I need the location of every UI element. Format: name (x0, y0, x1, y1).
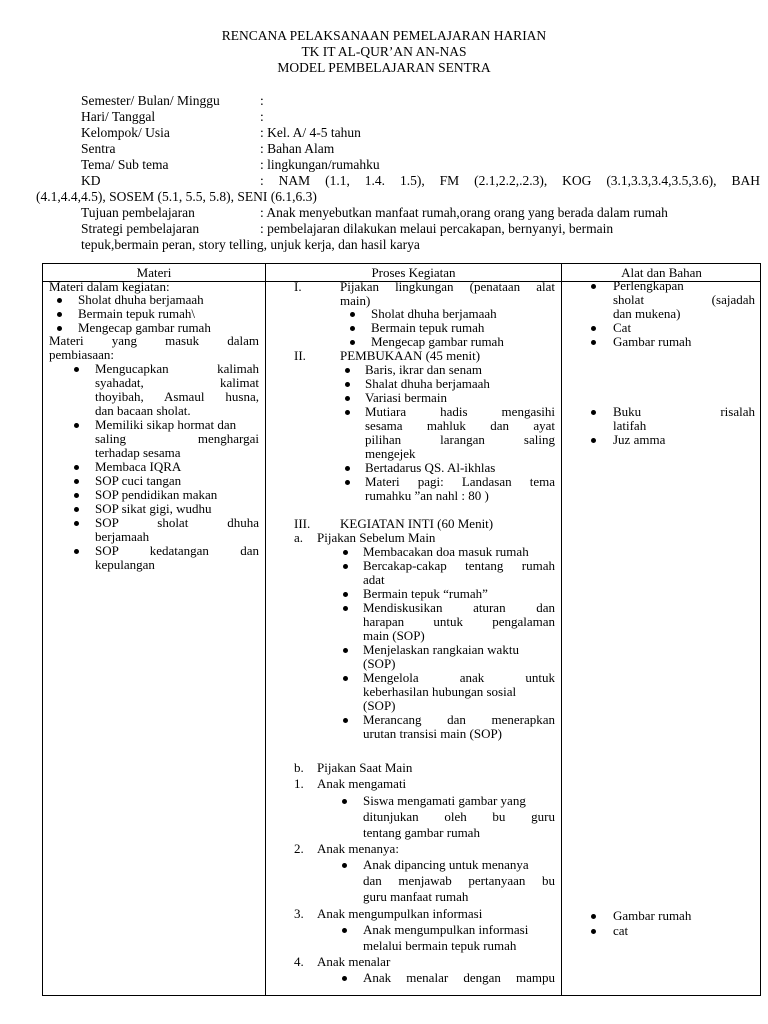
habit-line: SOP pendidikan makan (95, 487, 218, 502)
strategi-value-line2: tepuk,bermain peran, story telling, unjuk kerja, dan hasil karya (81, 237, 420, 252)
activity-item: Merancang dan menerapkan (363, 712, 555, 727)
strategi-value: : pembelajaran dilakukan melaui percakapan, bernyanyi, bermain (260, 221, 614, 236)
step-number: 2. (294, 841, 304, 856)
habit-line: SOP kedatangan dan (95, 543, 259, 558)
section-item: Baris, ikrar dan senam (365, 362, 482, 377)
bullet-icon (74, 465, 79, 470)
habit-line: SOP sikat gigi, wudhu (95, 501, 212, 516)
bullet-icon (350, 326, 355, 331)
activity-item: keberhasilan hubungan sosial (363, 684, 517, 699)
document-title-line1: RENCANA PELAKSANAAN PEMELAJARAN HARIAN (221, 28, 547, 43)
section-item: Mutiara hadis mengasihi (365, 404, 555, 419)
alat-item: Gambar rumah (613, 334, 692, 349)
section-number: II. (294, 348, 306, 363)
section-item: mengejek (365, 446, 416, 461)
alat-item: Buku risalah (613, 404, 755, 419)
alat-item: dan mukena) (613, 306, 681, 321)
materi-item: Sholat dhuha berjamaah (78, 292, 204, 307)
kelompok-label: Kelompok/ Usia (81, 125, 170, 140)
section-item: Mengecap gambar rumah (371, 334, 504, 349)
activity-item: harapan untuk pengalaman (363, 614, 555, 629)
section-item: Bertadarus QS. Al-ikhlas (365, 460, 496, 475)
tema-value: : lingkungan/rumahku (260, 157, 380, 172)
bullet-icon (345, 396, 350, 401)
lesson-table (42, 263, 761, 996)
step-line: ditunjukan oleh bu guru (363, 809, 555, 824)
bullet-icon (591, 929, 596, 934)
step-line: tentang gambar rumah (363, 825, 480, 840)
step-line: Anak dipancing untuk menanya (363, 857, 529, 872)
habit-line: syahadat, kalimat (95, 375, 259, 390)
subsection-letter: b. (294, 760, 304, 775)
habit-line: Membaca IQRA (95, 459, 182, 474)
habit-line: thoyibah, Asmaul husna, (95, 389, 259, 404)
materi-item: Bermain tepuk rumah\ (78, 306, 195, 321)
bullet-icon (591, 914, 596, 919)
section-item: Variasi bermain (365, 390, 447, 405)
kelompok-value: : Kel. A/ 4-5 tahun (260, 125, 361, 140)
step-number: 4. (294, 954, 304, 969)
header-alat-dan-bahan: Alat dan Bahan (621, 265, 702, 280)
section-number: I. (294, 279, 302, 294)
bullet-icon (343, 718, 348, 723)
bullet-icon (74, 479, 79, 484)
alat-item: latifah (613, 418, 647, 433)
subsection-title: Pijakan Saat Main (317, 760, 413, 775)
section-item: rumahku ”an nahl : 80 ) (365, 488, 489, 503)
habit-line: Mengucapkan kalimah (95, 361, 259, 376)
activity-item: urutan transisi main (SOP) (363, 726, 503, 741)
tema-label: Tema/ Sub tema (81, 157, 169, 172)
bullet-icon (591, 438, 596, 443)
bullet-icon (342, 799, 347, 804)
bullet-icon (343, 592, 348, 597)
alat-item: Cat (613, 320, 632, 335)
bullet-icon (342, 863, 347, 868)
habit-line: Memiliki sikap hormat dan (95, 417, 237, 432)
step-line: Siswa mengamati gambar yang (363, 793, 526, 808)
kd-label: KD (81, 173, 101, 188)
activity-item: Bermain tepuk “rumah” (363, 586, 488, 601)
section-item: Sholat dhuha berjamaah (371, 306, 497, 321)
habit-line: saling menghargai (95, 431, 259, 446)
bullet-icon (350, 312, 355, 317)
bullet-icon (591, 410, 596, 415)
alat-item: Juz amma (613, 432, 666, 447)
step-line: guru manfaat rumah (363, 889, 469, 904)
hari-label: Hari/ Tanggal (81, 109, 156, 124)
bullet-icon (343, 550, 348, 555)
subsection-letter: a. (294, 530, 304, 545)
bullet-icon (343, 564, 348, 569)
bullet-icon (591, 284, 596, 289)
section-item: pilihan larangan saling (365, 432, 555, 447)
pembiasaan-intro-line1: Materi yang masuk dalam (49, 333, 259, 348)
section-item: sesama mahluk dan ayat (365, 418, 555, 433)
bullet-icon (57, 312, 62, 317)
alat-item: Perlengkapan (613, 278, 684, 293)
bullet-icon (342, 976, 347, 981)
bullet-icon (57, 326, 62, 331)
bullet-icon (74, 493, 79, 498)
bullet-icon (345, 368, 350, 373)
materi-item: Mengecap gambar rumah (78, 320, 211, 335)
column-divider-1 (265, 264, 266, 995)
alat-item: cat (613, 923, 629, 938)
bullet-icon (74, 521, 79, 526)
strategi-label: Strategi pembelajaran (81, 221, 200, 236)
habit-line: dan bacaan sholat. (95, 403, 191, 418)
header-proses-kegiatan: Proses Kegiatan (371, 265, 456, 280)
semester-value: : (260, 93, 264, 108)
section-title: Pijakan lingkungan (penataan alat (340, 279, 555, 294)
step-number: 1. (294, 776, 304, 791)
subsection-title: Pijakan Sebelum Main (317, 530, 436, 545)
activity-item: Mendiskusikan aturan dan (363, 600, 555, 615)
sentra-label: Sentra (81, 141, 116, 156)
bullet-icon (74, 423, 79, 428)
bullet-icon (591, 326, 596, 331)
kd-value-line1: : NAM (1.1, 1.4. 1.5), FM (2.1,2.2,.2.3), KOG (3.1,3.3,3.4,3.5,3.6), BAH (260, 173, 760, 188)
bullet-icon (343, 676, 348, 681)
activity-item: Bercakap-cakap tentang rumah (363, 558, 555, 573)
bullet-icon (74, 367, 79, 372)
bullet-icon (342, 928, 347, 933)
section-item: Bermain tepuk rumah (371, 320, 485, 335)
document-title-line3: MODEL PEMBELAJARAN SENTRA (277, 60, 491, 75)
bullet-icon (74, 507, 79, 512)
activity-item: main (SOP) (363, 628, 425, 643)
activity-item: (SOP) (363, 698, 396, 713)
alat-item: sholat (sajadah (613, 292, 755, 307)
section-number: III. (294, 516, 311, 531)
pembiasaan-intro-line2: pembiasaan: (49, 347, 114, 362)
step-title: Anak menanya: (317, 841, 399, 856)
habit-line: kepulangan (95, 557, 155, 572)
habit-line: SOP sholat dhuha (95, 515, 259, 530)
bullet-icon (345, 466, 350, 471)
document-title-line2: TK IT AL-QUR’AN AN-NAS (301, 44, 467, 59)
bullet-icon (345, 410, 350, 415)
bullet-icon (57, 298, 62, 303)
bullet-icon (345, 382, 350, 387)
tujuan-label: Tujuan pembelajaran (81, 205, 195, 220)
step-title: Anak mengumpulkan informasi (317, 906, 483, 921)
step-line: Anak mengumpulkan informasi (363, 922, 529, 937)
section-title: main) (340, 293, 371, 308)
step-number: 3. (294, 906, 304, 921)
kd-value-line2: (4.1,4.4,4.5), SOSEM (5.1, 5.5, 5.8), SENI (6.1,6.3) (36, 189, 317, 204)
step-line: melalui bermain tepuk rumah (363, 938, 517, 953)
activity-item: Mengelola anak untuk (363, 670, 555, 685)
bullet-icon (343, 648, 348, 653)
step-line: dan menjawab pertanyaan bu (363, 873, 555, 888)
hari-value: : (260, 109, 264, 124)
sentra-value: : Bahan Alam (260, 141, 335, 156)
semester-label: Semester/ Bulan/ Minggu (81, 93, 220, 108)
habit-line: terhadap sesama (95, 445, 181, 460)
header-materi: Materi (136, 265, 172, 280)
alat-item: Gambar rumah (613, 908, 692, 923)
habit-line: berjamaah (95, 529, 150, 544)
bullet-icon (343, 606, 348, 611)
bullet-icon (74, 549, 79, 554)
section-title: KEGIATAN INTI (60 Menit) (340, 516, 494, 531)
step-title: Anak menalar (317, 954, 391, 969)
section-item: Shalat dhuha berjamaah (365, 376, 490, 391)
bullet-icon (350, 340, 355, 345)
activity-item: Membacakan doa masuk rumah (363, 544, 529, 559)
bullet-icon (591, 340, 596, 345)
step-line: Anak menalar dengan mampu (363, 970, 555, 985)
activity-item: Menjelaskan rangkaian waktu (363, 642, 519, 657)
habit-line: SOP cuci tangan (95, 473, 182, 488)
bullet-icon (345, 480, 350, 485)
materi-intro: Materi dalam kegiatan: (49, 279, 170, 294)
column-divider-2 (561, 264, 562, 995)
activity-item: (SOP) (363, 656, 396, 671)
activity-item: adat (363, 572, 385, 587)
section-title: PEMBUKAAN (45 menit) (340, 348, 481, 363)
section-item: Materi pagi: Landasan tema (365, 474, 555, 489)
step-title: Anak mengamati (317, 776, 407, 791)
tujuan-value: : Anak menyebutkan manfaat rumah,orang orang yang berada dalam rumah (260, 205, 668, 220)
